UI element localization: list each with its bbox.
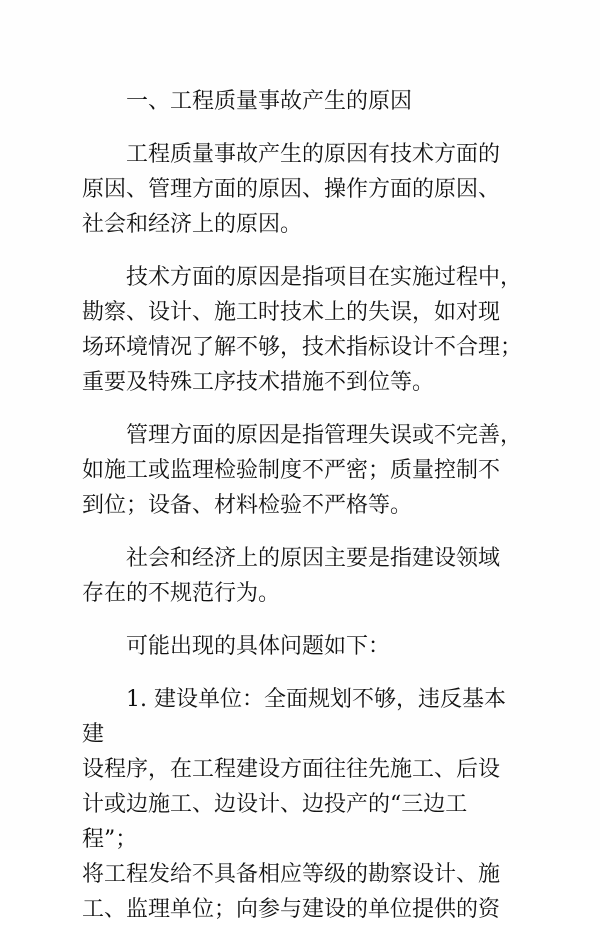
paragraph-causes-overview: 工程质量事故产生的原因有技术方面的 原因、管理方面的原因、操作方面的原因、 社会和经济上的原因。 [82, 142, 501, 237]
section-heading: 一、工程质量事故产生的原因 [126, 89, 413, 114]
paragraph-specific-issues-intro: 可能出现的具体问题如下： [126, 634, 391, 659]
paragraph-technical-causes: 技术方面的原因是指项目在实施过程中， 勘察、设计、施工时技术上的失误，如对现 场环境情况了解不够，技术指标设计不合理； 重要及特殊工序技术措施不到位等。 [82, 265, 523, 395]
paragraph-construction-unit: 1. 建设单位：全面规划不够，违反基本建 设程序，在工程建设方面往往先施工、后设 计或边施工、边设计、边投产的“三边工程”； 将工程发给不具备相应等级的勘察设计、施 工、监理单位；向参与建设的单位提供的资 [82, 687, 506, 922]
document-body [82, 84, 522, 945]
paragraph-social-economic-causes: 社会和经济上的原因主要是指建设领域 存在的不规范行为。 [82, 546, 501, 606]
paragraph-management-causes: 管理方面的原因是指管理失误或不完善， 如施工或监理检验制度不严密；质量控制不 到位；设备、材料检验不严格等。 [82, 423, 523, 518]
